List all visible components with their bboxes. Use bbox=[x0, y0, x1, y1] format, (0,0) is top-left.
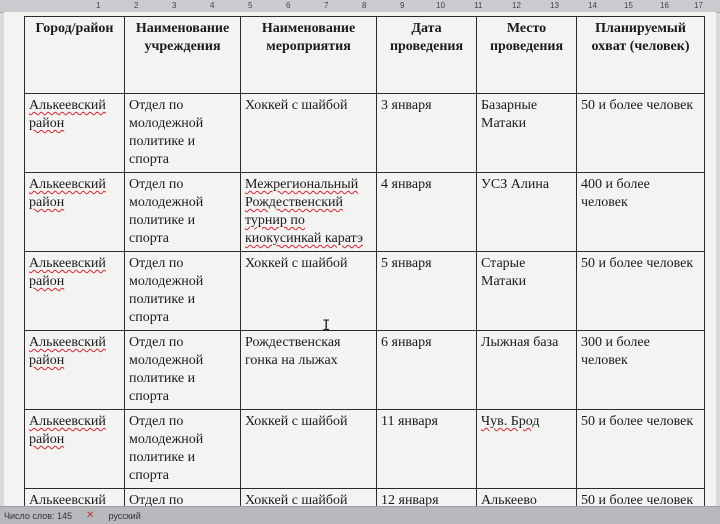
cell-event[interactable]: Хоккей с шайбой bbox=[241, 252, 377, 331]
ruler-mark: 3 bbox=[172, 1, 177, 10]
cell-event[interactable]: Рождественская гонка на лыжах bbox=[241, 331, 377, 410]
cell-date[interactable]: 11 января bbox=[377, 410, 477, 489]
header-date[interactable]: Дата проведения bbox=[377, 17, 477, 94]
cell-place[interactable]: Базарные Матаки bbox=[477, 94, 577, 173]
ruler-mark: 5 bbox=[248, 1, 253, 10]
cell-place: Алькеево bbox=[481, 493, 537, 506]
cell-coverage[interactable]: 400 и более человек bbox=[577, 173, 705, 252]
ruler-mark: 7 bbox=[324, 1, 329, 10]
table-row bbox=[25, 410, 705, 489]
text-cursor-icon: I bbox=[322, 318, 331, 334]
cell-event[interactable]: Хоккей с шайбой bbox=[241, 410, 377, 489]
spellcheck-icon[interactable]: ✕ bbox=[86, 510, 95, 521]
cell-coverage[interactable]: 50 и более человек bbox=[577, 94, 705, 173]
cell-coverage[interactable]: 50 и более человек bbox=[577, 410, 705, 489]
cell-place[interactable]: Лыжная база bbox=[477, 331, 577, 410]
cell-place[interactable]: УСЗ Алина bbox=[477, 173, 577, 252]
cell-city: Алькеевский район bbox=[29, 335, 106, 368]
table-row bbox=[25, 489, 705, 507]
ruler-mark: 10 bbox=[436, 1, 445, 10]
table-header-row bbox=[25, 17, 705, 94]
cell-institution[interactable]: Отдел по молодежной политике и спорта bbox=[125, 331, 241, 410]
ruler-mark: 15 bbox=[624, 1, 633, 10]
ruler-mark: 16 bbox=[660, 1, 669, 10]
header-institution[interactable]: Наименование учреждения bbox=[125, 17, 241, 94]
cell-institution[interactable]: Отдел по молодежной политике и спорта bbox=[125, 252, 241, 331]
table-row bbox=[25, 331, 705, 410]
cell-city: Алькеевский район bbox=[29, 98, 106, 131]
ruler-mark: 2 bbox=[134, 1, 139, 10]
cell-institution[interactable]: Отдел по bbox=[125, 489, 241, 507]
cell-date[interactable]: 6 января bbox=[377, 331, 477, 410]
document-page[interactable] bbox=[4, 12, 716, 506]
events-table bbox=[24, 16, 705, 506]
ruler-mark: 12 bbox=[512, 1, 521, 10]
cell-city: Алькеевский район bbox=[29, 177, 106, 210]
ruler-mark: 13 bbox=[550, 1, 559, 10]
cell-event: Межрегиональный Рождественский турнир по киокусинкай каратэ bbox=[245, 177, 364, 246]
ruler-mark: 9 bbox=[400, 1, 405, 10]
cell-date[interactable]: 5 января bbox=[377, 252, 477, 331]
cell-place: Чув. Брод bbox=[481, 414, 540, 429]
ruler-mark: 6 bbox=[286, 1, 291, 10]
ruler-mark: 1 bbox=[96, 1, 101, 10]
table-row bbox=[25, 252, 705, 331]
cell-institution[interactable]: Отдел по молодежной политике и спорта bbox=[125, 94, 241, 173]
ruler-mark: 11 bbox=[474, 1, 483, 10]
cell-date[interactable]: 4 января bbox=[377, 173, 477, 252]
word-count[interactable]: Число слов: 145 bbox=[4, 510, 73, 521]
header-place[interactable]: Место проведения bbox=[477, 17, 577, 94]
ruler-mark: 4 bbox=[210, 1, 215, 10]
cell-event[interactable]: Хоккей с шайбой bbox=[241, 489, 377, 507]
cell-coverage[interactable]: 50 и более человек bbox=[577, 252, 705, 331]
header-city[interactable]: Город/район bbox=[25, 17, 125, 94]
cell-place[interactable]: Старые Матаки bbox=[477, 252, 577, 331]
status-bar bbox=[0, 506, 720, 524]
cell-city: Алькеевский район bbox=[29, 256, 106, 289]
table-row bbox=[25, 173, 705, 252]
cell-city: Алькеевский район bbox=[29, 414, 106, 447]
language-indicator[interactable]: русский bbox=[108, 510, 141, 521]
header-event[interactable]: Наименование мероприятия bbox=[241, 17, 377, 94]
ruler-mark: 8 bbox=[362, 1, 367, 10]
cell-date[interactable]: 12 января bbox=[377, 489, 477, 507]
cell-event[interactable]: Хоккей с шайбой bbox=[241, 94, 377, 173]
cell-coverage[interactable]: 50 и более человек bbox=[577, 489, 705, 507]
header-coverage[interactable]: Планируемый охват (человек) bbox=[577, 17, 705, 94]
cell-city: Алькеевский bbox=[29, 493, 106, 506]
ruler-mark: 17 bbox=[694, 1, 703, 10]
cell-institution[interactable]: Отдел по молодежной политике и спорта bbox=[125, 410, 241, 489]
table-row bbox=[25, 94, 705, 173]
cell-date[interactable]: 3 января bbox=[377, 94, 477, 173]
cell-coverage[interactable]: 300 и более человек bbox=[577, 331, 705, 410]
cell-institution[interactable]: Отдел по молодежной политике и спорта bbox=[125, 173, 241, 252]
ruler-mark: 14 bbox=[588, 1, 597, 10]
